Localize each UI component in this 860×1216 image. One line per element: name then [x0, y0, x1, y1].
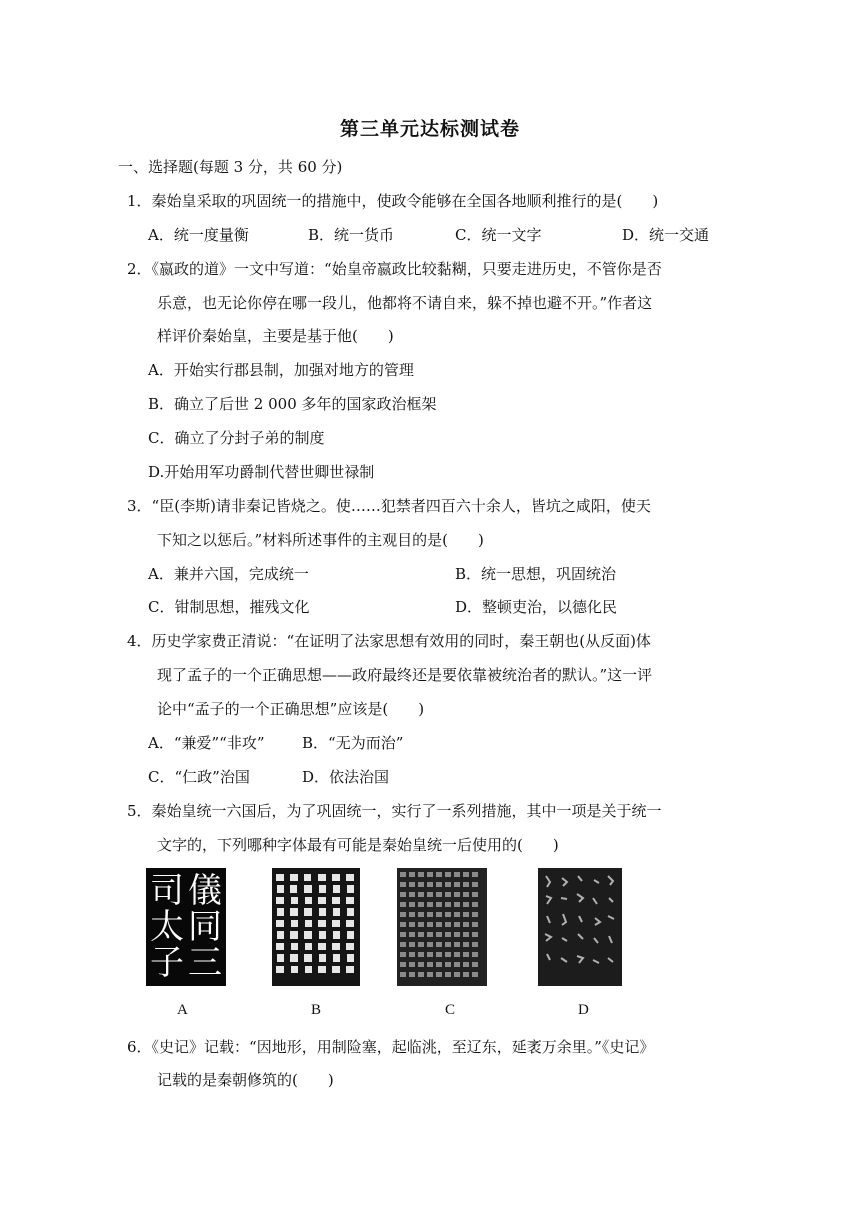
question-2-stem-line-3: 样评价秦始皇，主要是基于他( ): [157, 327, 394, 345]
script-image-c: [397, 868, 487, 986]
script-texture-c: [397, 868, 487, 986]
question-3-stem-line-1: 3．“臣(李斯)请非秦记皆烧之。使……犯禁者四百六十余人，皆坑之咸阳，使天: [127, 497, 651, 515]
question-2-option-c: C．确立了分封子弟的制度: [148, 429, 325, 447]
question-5-stem-line-2: 文字的，下列哪种字体最有可能是秦始皇统一后使用的( ): [157, 836, 559, 854]
question-2-option-a: A．开始实行郡县制，加强对地方的管理: [148, 361, 414, 379]
script-texture-d: [538, 868, 622, 986]
question-6-stem-line-2: 记载的是秦朝修筑的( ): [157, 1071, 334, 1089]
question-4-option-c: C．“仁政”治国: [148, 768, 250, 786]
image-label-d: D: [578, 1002, 589, 1018]
question-2-stem-line-2: 乐意，也无论你停在哪一段儿，他都将不请自来，躲不掉也避不开。”作者这: [157, 294, 653, 312]
question-1-option-b: B．统一货币: [308, 226, 395, 244]
question-4-option-a: A．“兼爱”“非攻”: [148, 734, 265, 752]
image-label-a: A: [177, 1002, 188, 1018]
script-image-b: [272, 868, 360, 986]
script-image-a: 司 太 子 儀 同 三: [146, 868, 226, 986]
question-2-option-d: D.开始用军功爵制代替世卿世禄制: [148, 463, 375, 481]
question-1-option-d: D．统一交通: [622, 226, 710, 244]
image-label-b: B: [311, 1002, 322, 1018]
section-heading: 一、选择题(每题 3 分，共 60 分): [118, 158, 343, 176]
script-texture-b: [272, 868, 360, 986]
question-4-stem-line-1: 4．历史学家费正清说：“在证明了法家思想有效用的同时，秦王朝也(从反面)体: [127, 632, 651, 650]
question-2-option-b: B．确立了后世 2 000 多年的国家政治框架: [148, 395, 437, 413]
question-3-option-d: D．整顿吏治，以德化民: [455, 598, 618, 616]
script-image-d: [538, 868, 622, 986]
question-3-stem-line-2: 下知之以惩后。”材料所述事件的主观目的是( ): [157, 531, 484, 549]
question-3-option-b: B．统一思想，巩固统治: [455, 565, 617, 583]
question-6-stem-line-1: 6．《史记》记载：“因地形，用制险塞，起临洮，至辽东，延袤万余里。”《史记》: [127, 1038, 655, 1056]
question-2-stem-line-1: 2．《嬴政的道》一文中写道：“始皇帝嬴政比较黏糊，只要走进历史，不管你是否: [127, 260, 662, 278]
question-1-option-a: A．统一度量衡: [148, 226, 249, 244]
question-5-stem-line-1: 5．秦始皇统一六国后，为了巩固统一，实行了一系列措施，其中一项是关于统一: [127, 802, 662, 820]
image-label-c: C: [445, 1002, 456, 1018]
question-3-option-c: C．钳制思想，摧残文化: [148, 598, 310, 616]
question-4-option-b: B．“无为而治”: [302, 734, 404, 752]
question-4-stem-line-3: 论中“孟子的一个正确思想”应该是( ): [157, 700, 425, 718]
question-4-stem-line-2: 现了孟子的一个正确思想——政府最终还是要依靠被统治者的默认。”这一评: [157, 666, 653, 684]
question-4-option-d: D．依法治国: [302, 768, 390, 786]
question-1-stem: 1．秦始皇采取的巩固统一的措施中，使政令能够在全国各地顺利推行的是( ): [127, 192, 659, 210]
question-1-option-c: C．统一文字: [455, 226, 542, 244]
question-3-option-a: A．兼并六国，完成统一: [148, 565, 309, 583]
page-title: 第三单元达标测试卷: [339, 118, 520, 140]
